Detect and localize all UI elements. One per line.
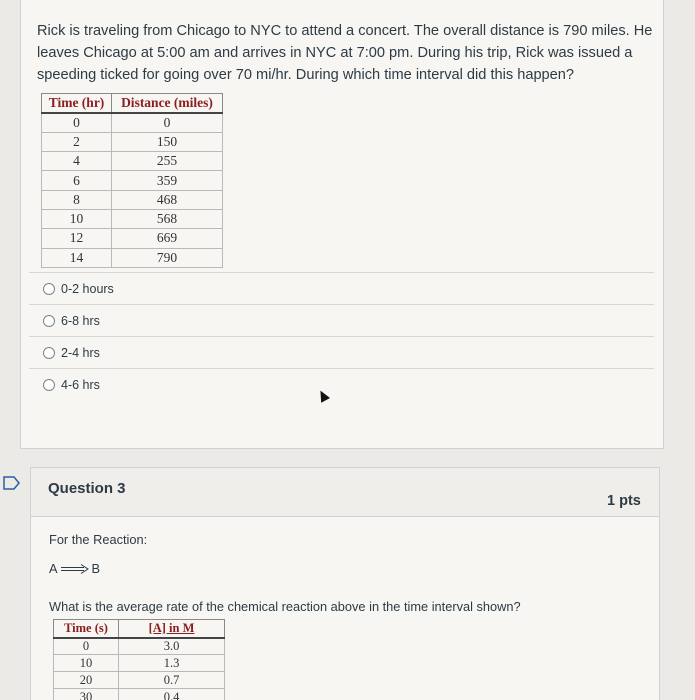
table-row — [54, 689, 225, 700]
distance-cell: 150 — [112, 132, 223, 151]
distance-cell: 468 — [112, 190, 223, 209]
table-row — [54, 655, 225, 672]
time-cell: 0 — [42, 113, 112, 132]
question-2-text: Rick is traveling from Chicago to NYC to attend a concert. The overall distance is 790 miles. He leaves Chicago at 5:00 am and arrives in NYC at 7:00 pm. During his trip, Rick was issued a speeding ticked for going over 70 mi/hr. During which time interval did this happen? — [37, 23, 653, 83]
time-cell: 30 — [54, 689, 119, 700]
table-row — [42, 113, 223, 132]
table-row — [42, 171, 223, 190]
distance-time-table — [41, 93, 223, 268]
question-title: Question 3 — [48, 480, 126, 497]
reaction-equation — [49, 561, 100, 576]
table-header-time: Time (s) — [54, 620, 119, 638]
concentration-cell: 3.0 — [119, 638, 225, 655]
time-cell: 12 — [42, 229, 112, 248]
distance-cell: 568 — [112, 209, 223, 228]
flag-question-icon[interactable] — [3, 476, 21, 490]
time-cell: 10 — [42, 209, 112, 228]
concentration-time-table — [53, 619, 225, 700]
time-cell: 2 — [42, 132, 112, 151]
radio-button[interactable] — [43, 347, 55, 359]
answer-label: 6-8 hrs — [61, 313, 100, 328]
answer-option[interactable] — [29, 304, 654, 336]
table-row — [54, 638, 225, 655]
radio-button[interactable] — [43, 315, 55, 327]
question-points: 1 pts — [607, 493, 641, 509]
question-3-prompt: What is the average rate of the chemical reaction above in the time interval shown? — [49, 599, 521, 614]
answer-option[interactable] — [29, 368, 654, 400]
table-row — [42, 132, 223, 151]
concentration-cell: 1.3 — [119, 655, 225, 672]
table-row — [54, 672, 225, 689]
table-row — [42, 229, 223, 248]
table-header-time: Time (hr) — [42, 94, 112, 114]
time-cell: 10 — [54, 655, 119, 672]
table-header-distance: Distance (miles) — [112, 94, 223, 114]
answer-label: 2-4 hrs — [61, 345, 100, 360]
product: B — [91, 561, 101, 576]
table-row — [42, 190, 223, 209]
radio-button[interactable] — [43, 379, 55, 391]
reactant: A — [49, 561, 58, 576]
question-3-header — [31, 468, 659, 517]
time-cell: 20 — [54, 672, 119, 689]
question-2-card — [20, 0, 664, 449]
time-cell: 0 — [54, 638, 119, 655]
time-cell: 6 — [42, 171, 112, 190]
radio-button[interactable] — [43, 283, 55, 295]
distance-cell: 790 — [112, 248, 223, 267]
reaction-arrow-icon — [60, 564, 90, 574]
distance-cell: 359 — [112, 171, 223, 190]
concentration-cell: 0.7 — [119, 672, 225, 689]
answer-label: 4-6 hrs — [61, 377, 100, 392]
distance-cell: 0 — [112, 113, 223, 132]
reaction-intro: For the Reaction: — [49, 532, 148, 547]
time-cell: 8 — [42, 190, 112, 209]
table-row — [42, 209, 223, 228]
concentration-cell: 0.4 — [119, 689, 225, 700]
answer-list — [29, 272, 654, 400]
distance-cell: 255 — [112, 152, 223, 171]
time-cell: 4 — [42, 152, 112, 171]
table-row — [42, 152, 223, 171]
answer-option[interactable] — [29, 272, 654, 304]
answer-label: 0-2 hours — [61, 281, 114, 296]
distance-cell: 669 — [112, 229, 223, 248]
table-header-concentration: [A] in M — [119, 620, 225, 638]
answer-option[interactable] — [29, 336, 654, 368]
table-row — [42, 248, 223, 267]
time-cell: 14 — [42, 248, 112, 267]
